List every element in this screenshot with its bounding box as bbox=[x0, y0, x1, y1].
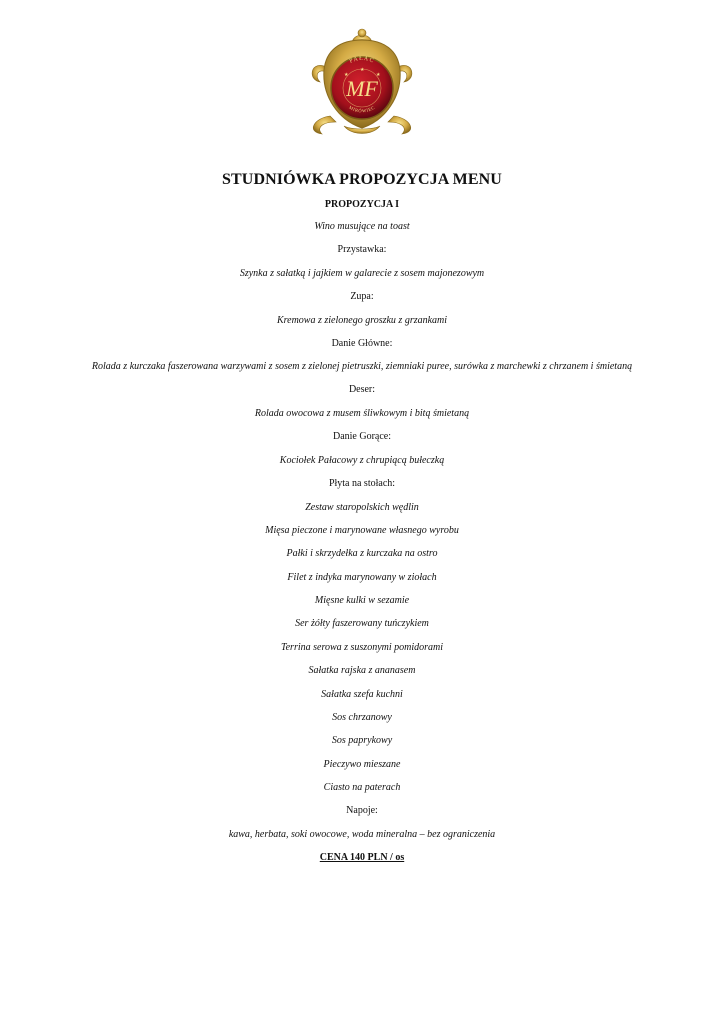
svg-text:★: ★ bbox=[376, 72, 381, 78]
table-item: Sałatka rajska z ananasem bbox=[308, 665, 416, 676]
palace-logo bbox=[300, 26, 424, 138]
crest-icon bbox=[300, 26, 424, 138]
drinks-item: kawa, herbata, soki owocowe, woda mineralna – bez ograniczenia bbox=[228, 829, 496, 840]
price-line: CENA 140 PLN / os bbox=[319, 852, 405, 863]
table-item: Mięsne kulki w sezamie bbox=[314, 595, 410, 606]
soup-heading: Zupa: bbox=[350, 291, 374, 302]
soup-item: Kremowa z zielonego groszku z grzankami bbox=[276, 315, 448, 326]
page-title: STUDNIÓWKA PROPOZYCJA MENU bbox=[222, 171, 502, 188]
main-item: Rolada z kurczaka faszerowana warzywami z sosem z zielonej pietruszki, ziemniaki puree, surówka z marchewki z chrzanem i śmietaną bbox=[91, 361, 633, 372]
table-item: Ser żółty faszerowany tuńczykiem bbox=[295, 618, 429, 629]
table-item: Terrina serowa z suszonymi pomidorami bbox=[280, 642, 444, 653]
table-item: Sos chrzanowy bbox=[332, 712, 392, 723]
table-item: Ciasto na paterach bbox=[323, 782, 401, 793]
dessert-item: Rolada owocowa z musem śliwkowym i bitą śmietaną bbox=[254, 408, 470, 419]
svg-text:★: ★ bbox=[360, 67, 365, 73]
main-heading: Danie Główne: bbox=[331, 338, 393, 349]
toast-line: Wino musujące na toast bbox=[314, 221, 410, 232]
hot-dish-item: Kociołek Pałacowy z chrupiącą bułeczką bbox=[279, 455, 445, 466]
drinks-heading: Napoje: bbox=[346, 805, 378, 816]
logo-arc-bottom-text: MIRÓWIEC bbox=[348, 104, 376, 114]
hot-dish-heading: Danie Gorące: bbox=[332, 431, 392, 442]
table-item: Mięsa pieczone i marynowane własnego wyrobu bbox=[265, 525, 459, 536]
table-item: Pałki i skrzydełka z kurczaka na ostro bbox=[286, 548, 438, 559]
logo-arc-top-text: PAŁAC bbox=[348, 55, 376, 65]
proposal-subtitle: PROPOZYCJA I bbox=[324, 199, 400, 210]
starter-item: Szynka z sałatką i jajkiem w galarecie z sosem majonezowym bbox=[239, 268, 485, 279]
starter-heading: Przystawka: bbox=[337, 244, 387, 255]
table-heading: Płyta na stołach: bbox=[328, 478, 396, 489]
table-item: Zestaw staropolskich wędlin bbox=[305, 502, 419, 513]
table-item: Sałatka szefa kuchni bbox=[321, 689, 403, 700]
logo-monogram: MF bbox=[346, 76, 378, 101]
dessert-heading: Deser: bbox=[348, 384, 376, 395]
table-item: Filet z indyka marynowany w ziołach bbox=[287, 572, 437, 583]
svg-text:★: ★ bbox=[344, 72, 349, 78]
table-item: Pieczywo mieszane bbox=[323, 759, 401, 770]
table-item: Sos paprykowy bbox=[331, 735, 393, 746]
